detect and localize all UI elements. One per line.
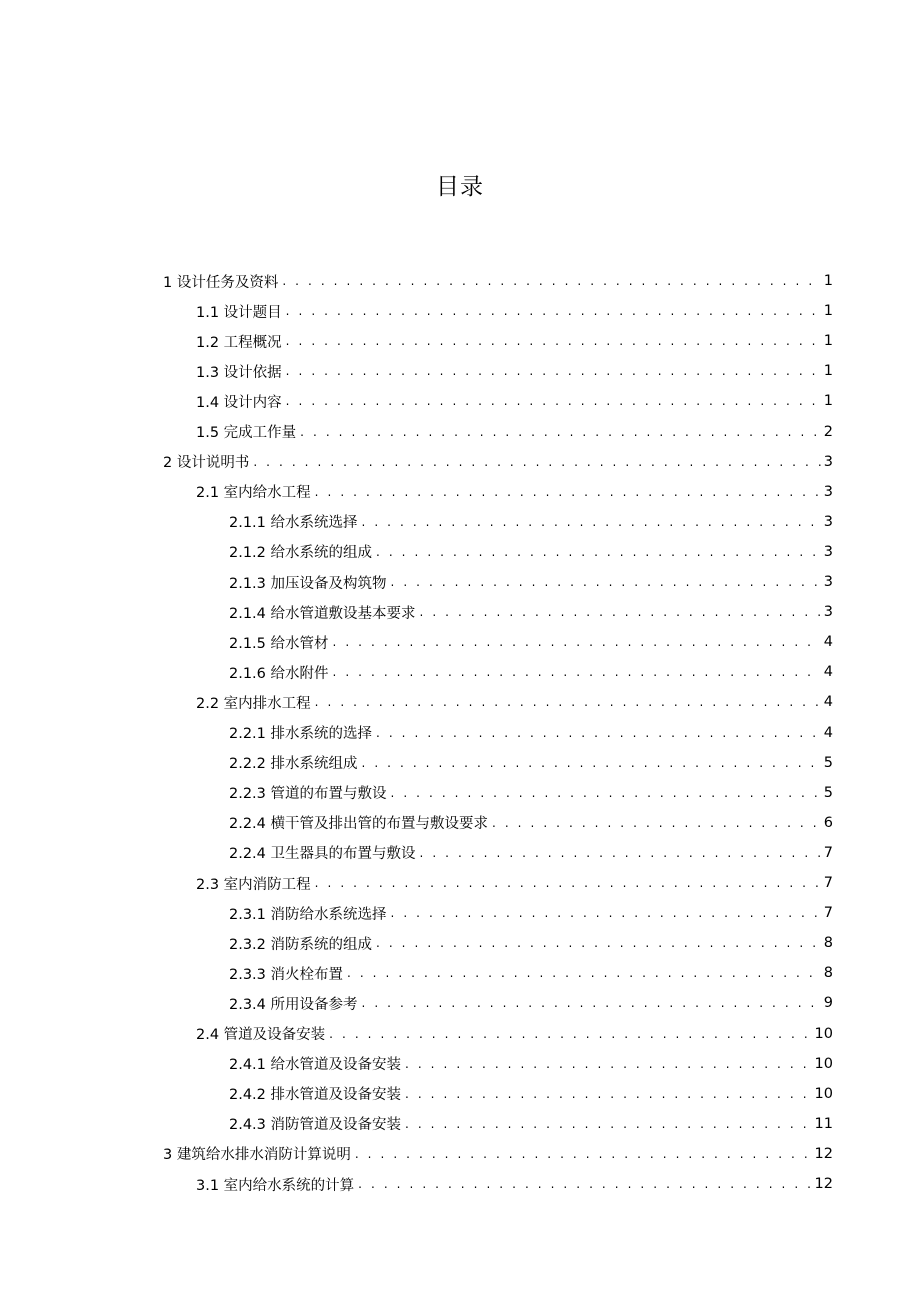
toc-entry-title: 2.3.3 消火栓布置 (229, 966, 344, 983)
toc-dot-leader (405, 1049, 813, 1079)
toc-entry[interactable] (229, 657, 833, 687)
toc-entry-title: 3 建筑给水排水消防计算说明 (163, 1147, 351, 1164)
toc-entry[interactable] (163, 266, 833, 296)
toc-entry[interactable] (163, 1139, 833, 1169)
toc-dot-leader (376, 718, 821, 748)
toc-entry-title: 2.3.2 消防系统的组成 (229, 936, 373, 953)
toc-entry-title: 2.2.2 排水系统组成 (229, 756, 358, 773)
toc-page-number: 8 (823, 935, 833, 952)
toc-entry-title: 1.4 设计内容 (196, 394, 282, 411)
toc-page-number: 4 (823, 724, 833, 741)
toc-entry[interactable] (229, 537, 833, 567)
toc-entry[interactable] (196, 687, 833, 717)
toc-dot-leader (315, 868, 821, 898)
toc-entry[interactable] (229, 748, 833, 778)
toc-page-number: 2 (823, 423, 833, 440)
toc-page-number: 10 (814, 1055, 833, 1072)
toc-entry[interactable] (196, 296, 833, 326)
toc-entry-title: 2.1.6 给水附件 (229, 665, 329, 682)
toc-dot-leader (315, 687, 821, 717)
toc-dot-leader (420, 838, 821, 868)
toc-dot-leader (362, 748, 821, 778)
toc-dot-leader (355, 1139, 813, 1169)
toc-page-number: 3 (823, 453, 833, 470)
toc-page-number: 1 (823, 363, 833, 380)
toc-page-number: 1 (823, 303, 833, 320)
toc-dot-leader (391, 567, 821, 597)
toc-dot-leader (376, 928, 821, 958)
toc-entry-title: 1.5 完成工作量 (196, 425, 297, 441)
toc-entry[interactable] (196, 356, 833, 386)
toc-page-number: 1 (823, 333, 833, 350)
toc-entry[interactable] (229, 1049, 833, 1079)
toc-entry[interactable] (196, 386, 833, 416)
toc-entry-title: 1.3 设计依据 (196, 364, 282, 381)
toc-dot-leader (286, 386, 821, 416)
toc-entry-title: 2.1.1 给水系统选择 (229, 515, 358, 532)
toc-entry[interactable] (196, 1019, 833, 1049)
toc-entry-title: 2.4.2 排水管道及设备安装 (229, 1087, 402, 1104)
toc-page-number: 3 (823, 483, 833, 500)
toc-page-number: 7 (823, 844, 833, 861)
toc-entry[interactable] (229, 597, 833, 627)
toc-page-number: 3 (823, 543, 833, 560)
toc-dot-leader (376, 537, 821, 567)
toc-dot-leader (315, 477, 821, 507)
toc-dot-leader (405, 1109, 813, 1139)
toc-dot-leader (333, 657, 821, 687)
toc-dot-leader (362, 988, 821, 1018)
toc-entry[interactable] (196, 1169, 833, 1199)
toc-entry[interactable] (229, 958, 833, 988)
toc-entry[interactable] (229, 1109, 833, 1139)
toc-page-number: 7 (823, 905, 833, 922)
toc-entry-title: 2.2.1 排水系统的选择 (229, 726, 373, 742)
toc-entry-title: 2.3.4 所用设备参考 (229, 996, 358, 1013)
toc-entry-title: 2.3.1 消防给水系统选择 (229, 906, 387, 923)
toc-entry[interactable] (229, 778, 833, 808)
toc-page-number: 8 (823, 965, 833, 982)
toc-entry-title: 1.1 设计题目 (196, 304, 282, 321)
toc-entry[interactable] (229, 988, 833, 1018)
toc-entry-title: 2.3 室内消防工程 (196, 876, 311, 893)
toc-entry-title: 2 设计说明书 (163, 455, 250, 472)
toc-dot-leader (300, 417, 821, 447)
toc-entry[interactable] (229, 838, 833, 868)
toc-page-number: 1 (823, 273, 833, 289)
toc-entry[interactable] (229, 808, 833, 838)
toc-page-number: 3 (823, 574, 833, 590)
toc-dot-leader (420, 597, 821, 627)
toc-dot-leader (347, 958, 821, 988)
toc-page-number: 4 (823, 634, 833, 651)
toc-entry-title: 2.1.5 给水管材 (229, 635, 329, 652)
page-title: 目录 (436, 174, 484, 200)
toc-entry[interactable] (196, 326, 833, 356)
toc-entry-title: 1.2 工程概况 (196, 334, 282, 351)
toc-entry[interactable] (163, 447, 833, 477)
toc-entry[interactable] (229, 1079, 833, 1109)
toc-entry[interactable] (196, 868, 833, 898)
toc-entry-title: 2.4.3 消防管道及设备安装 (229, 1117, 402, 1134)
toc-page-number: 3 (823, 604, 833, 621)
toc-page-number: 3 (823, 513, 833, 530)
toc-dot-leader (362, 507, 821, 537)
toc-entry-title: 2.1 室内给水工程 (196, 485, 311, 502)
toc-dot-leader (286, 296, 821, 326)
toc-dot-leader (391, 898, 821, 928)
toc-entry-title: 2.1.3 加压设备及构筑物 (229, 575, 387, 592)
toc-dot-leader (286, 326, 821, 356)
toc-dot-leader (286, 356, 821, 386)
toc-page-number: 10 (814, 1025, 833, 1042)
toc-entry-title: 1 设计任务及资料 (163, 274, 279, 291)
toc-entry[interactable] (229, 627, 833, 657)
toc-entry[interactable] (229, 507, 833, 537)
toc-dot-leader (405, 1079, 813, 1109)
toc-page-number: 12 (814, 1145, 833, 1162)
toc-entry-title: 2.2.3 管道的布置与敷设 (229, 786, 387, 803)
toc-entry[interactable] (196, 417, 833, 447)
toc-entry-title: 2.4 管道及设备安装 (196, 1027, 326, 1043)
toc-dot-leader (282, 266, 821, 296)
toc-entry-title: 2.1.2 给水系统的组成 (229, 545, 373, 562)
toc-page-number: 7 (823, 875, 833, 891)
toc-dot-leader (492, 808, 821, 838)
toc-entry[interactable] (229, 567, 833, 597)
toc-page-number: 5 (823, 784, 833, 801)
toc-dot-leader (391, 778, 821, 808)
toc-entry-title: 3.1 室内给水系统的计算 (196, 1177, 355, 1194)
toc-page-number: 10 (814, 1085, 833, 1102)
toc-dot-leader (358, 1169, 812, 1199)
toc-entry-title: 2.2.4 横干管及排出管的布置与敷设要求 (229, 816, 489, 833)
toc-dot-leader (333, 627, 821, 657)
toc-entry[interactable] (229, 928, 833, 958)
toc-page-number: 6 (823, 814, 833, 831)
toc-page-number: 4 (823, 664, 833, 681)
toc-page-number: 1 (823, 393, 833, 410)
toc-entry[interactable] (229, 718, 833, 748)
toc-entry[interactable] (229, 898, 833, 928)
toc-page-number: 5 (823, 754, 833, 771)
toc-entry-title: 2.4.1 给水管道及设备安装 (229, 1057, 402, 1074)
toc-dot-leader (329, 1019, 812, 1049)
toc-page-number: 11 (814, 1115, 833, 1132)
toc-entry-title: 2.2 室内排水工程 (196, 695, 311, 712)
toc-entry-title: 2.2.4 卫生器具的布置与敷设 (229, 846, 416, 863)
toc-page-number: 4 (823, 694, 833, 711)
toc-entry-title: 2.1.4 给水管道敷设基本要求 (229, 605, 416, 622)
toc-page-number: 9 (823, 995, 833, 1012)
toc-entry[interactable] (196, 477, 833, 507)
toc-page-number: 12 (814, 1176, 833, 1192)
toc-dot-leader (253, 447, 821, 477)
